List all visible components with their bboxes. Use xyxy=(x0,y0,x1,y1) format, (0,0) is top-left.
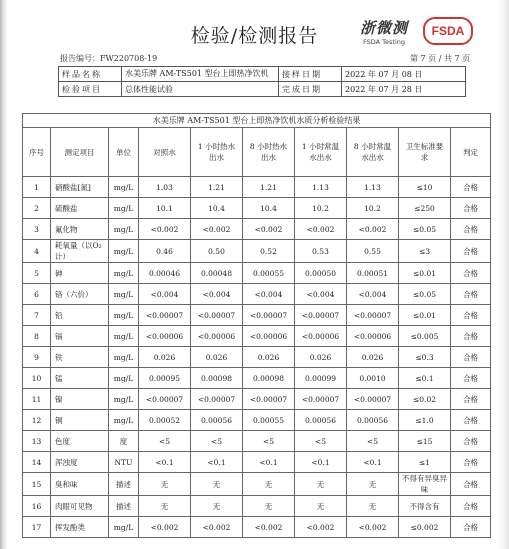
table-cell: 13 xyxy=(23,431,51,452)
sample-info-table xyxy=(58,66,466,97)
table-cell: 合格 xyxy=(451,284,491,305)
table-cell: 描述 xyxy=(109,473,139,496)
table-cell: 无 xyxy=(243,496,295,517)
table-cell: 无 xyxy=(347,496,399,517)
table-cell: <0.002 xyxy=(139,219,191,240)
info-row xyxy=(59,82,466,97)
table-cell: <0.002 xyxy=(347,219,399,240)
column-header: 8 小时热水出水 xyxy=(243,128,295,177)
table-cell: 14 xyxy=(23,452,51,473)
header-row xyxy=(23,128,491,177)
table-cell: 0.52 xyxy=(243,240,295,263)
table-cell: ≤0.1 xyxy=(399,368,451,389)
table-cell: 合格 xyxy=(451,240,491,263)
table-cell: 0.0010 xyxy=(347,368,399,389)
table-cell: mg/L xyxy=(109,389,139,410)
table-row xyxy=(23,347,491,368)
company-logo xyxy=(349,17,419,46)
table-row xyxy=(23,326,491,347)
table-row xyxy=(23,177,491,198)
table-row xyxy=(23,219,491,240)
column-header: 单位 xyxy=(109,128,139,177)
table-cell: mg/L xyxy=(109,198,139,219)
table-cell: ≤15 xyxy=(399,431,451,452)
table-cell: ≤0.01 xyxy=(399,263,451,284)
table-cell: 0.026 xyxy=(243,347,295,368)
table-cell: ≤1 xyxy=(399,452,451,473)
table-cell: ≤0.02 xyxy=(399,389,451,410)
table-cell: 氟化物 xyxy=(51,219,109,240)
table-cell: 硫酸盐 xyxy=(51,198,109,219)
table-cell: 0.55 xyxy=(347,240,399,263)
table-cell: mg/L xyxy=(109,517,139,538)
receive-label: 接样日期 xyxy=(279,67,342,82)
table-cell: <0.00007 xyxy=(243,305,295,326)
table-cell: <0.00006 xyxy=(347,326,399,347)
table-cell: 0.50 xyxy=(191,240,243,263)
table-cell: 无 xyxy=(243,473,295,496)
table-cell: 合格 xyxy=(451,452,491,473)
table-cell: 铬（六价） xyxy=(51,284,109,305)
table-cell: 浑浊度 xyxy=(51,452,109,473)
table-cell: 16 xyxy=(23,496,51,517)
table-cell: 度 xyxy=(109,431,139,452)
table-cell: <0.004 xyxy=(295,284,347,305)
table-row xyxy=(23,198,491,219)
table-cell: <0.00007 xyxy=(243,389,295,410)
table-cell: 1.13 xyxy=(347,177,399,198)
table-cell: mg/L xyxy=(109,326,139,347)
column-header: 1 小时热水出水 xyxy=(191,128,243,177)
table-cell: 合格 xyxy=(451,517,491,538)
table-cell: ≤10 xyxy=(399,177,451,198)
table-cell: 无 xyxy=(139,496,191,517)
table-cell: 0.00056 xyxy=(191,410,243,431)
table-cell: 合格 xyxy=(451,389,491,410)
table-cell: 铜 xyxy=(51,410,109,431)
report-title: 检验/检测报告 xyxy=(190,25,319,47)
table-cell: ≤250 xyxy=(399,198,451,219)
table-cell: 3 xyxy=(23,219,51,240)
table-cell: 0.026 xyxy=(191,347,243,368)
column-header: 判定 xyxy=(451,128,491,177)
table-cell: mg/L xyxy=(109,177,139,198)
table-body xyxy=(23,177,491,538)
table-cell: 0.00051 xyxy=(347,263,399,284)
table-cell: 0.00098 xyxy=(191,368,243,389)
table-cell: <0.1 xyxy=(295,452,347,473)
table-cell: <0.00007 xyxy=(347,389,399,410)
column-header: 序号 xyxy=(23,128,51,177)
table-cell: 0.00098 xyxy=(243,368,295,389)
receive-value: 2022 年 07 月 08 日 xyxy=(342,67,466,82)
table-cell: <0.1 xyxy=(243,452,295,473)
table-cell: <5 xyxy=(191,431,243,452)
table-row xyxy=(23,473,491,496)
table-cell: 1.21 xyxy=(191,177,243,198)
table-cell: <0.002 xyxy=(347,517,399,538)
table-cell: <0.002 xyxy=(243,219,295,240)
table-cell: 臭和味 xyxy=(51,473,109,496)
table-cell: 0.026 xyxy=(347,347,399,368)
table-cell: 耗氧量（以O₂ 计） xyxy=(51,240,109,263)
table-cell: ≤0.002 xyxy=(399,517,451,538)
table-cell: <0.00007 xyxy=(295,305,347,326)
table-cell: <0.002 xyxy=(295,517,347,538)
table-cell: 10.1 xyxy=(139,198,191,219)
table-cell: 0.026 xyxy=(295,347,347,368)
sample-label: 样品名称 xyxy=(59,67,122,82)
table-cell: <0.00007 xyxy=(139,305,191,326)
fsda-badge: FSDA xyxy=(423,17,473,45)
table-cell: 不得有异臭异味 xyxy=(399,473,451,496)
table-cell: ≤0.01 xyxy=(399,305,451,326)
table-cell: <0.002 xyxy=(139,517,191,538)
table-cell: <0.00006 xyxy=(295,326,347,347)
table-cell: mg/L xyxy=(109,305,139,326)
table-cell: mg/L xyxy=(109,410,139,431)
table-cell: 2 xyxy=(23,198,51,219)
table-cell: 0.00048 xyxy=(191,263,243,284)
table-cell: <5 xyxy=(295,431,347,452)
table-cell: 锰 xyxy=(51,368,109,389)
table-row xyxy=(23,284,491,305)
table-cell: 0.00055 xyxy=(243,410,295,431)
table-cell: <0.002 xyxy=(295,219,347,240)
table-cell: ≤3 xyxy=(399,240,451,263)
table-cell: <0.002 xyxy=(191,219,243,240)
table-cell: 合格 xyxy=(451,263,491,284)
table-row xyxy=(23,368,491,389)
table-row xyxy=(23,452,491,473)
table-cell: 0.46 xyxy=(139,240,191,263)
page-info: 第 7 页 / 共 7 页 xyxy=(410,54,471,63)
table-cell: 11 xyxy=(23,389,51,410)
table-row xyxy=(23,496,491,517)
sample-value: 水美乐牌 AM-TS501 型台上即热净饮机 xyxy=(122,67,279,82)
table-row xyxy=(23,305,491,326)
table-cell: ≤0.3 xyxy=(399,347,451,368)
table-cell: <0.00007 xyxy=(191,305,243,326)
table-cell: mg/L xyxy=(109,284,139,305)
table-cell: mg/L xyxy=(109,368,139,389)
table-cell: 1 xyxy=(23,177,51,198)
table-cell: 合格 xyxy=(451,410,491,431)
table-cell: <0.004 xyxy=(243,284,295,305)
table-cell: 12 xyxy=(23,410,51,431)
table-cell: 无 xyxy=(191,473,243,496)
table-cell: 铅 xyxy=(51,305,109,326)
table-cell: 合格 xyxy=(451,305,491,326)
table-cell: 合格 xyxy=(451,219,491,240)
table-caption: 水美乐牌 AM-TS501 型台上即热净饮机水质分析检验结果 xyxy=(23,114,491,128)
table-cell: <5 xyxy=(243,431,295,452)
table-cell: 10.4 xyxy=(191,198,243,219)
table-cell: <0.1 xyxy=(139,452,191,473)
table-cell: 合格 xyxy=(451,473,491,496)
table-cell: 合格 xyxy=(451,177,491,198)
table-cell: <5 xyxy=(139,431,191,452)
table-cell: 1.03 xyxy=(139,177,191,198)
table-cell: <0.00007 xyxy=(295,389,347,410)
table-cell: 10.4 xyxy=(243,198,295,219)
table-cell: 0.00095 xyxy=(139,368,191,389)
table-cell: 肉眼可见物 xyxy=(51,496,109,517)
table-cell: ≤0.05 xyxy=(399,284,451,305)
table-cell: <0.00006 xyxy=(191,326,243,347)
table-row xyxy=(23,389,491,410)
table-cell: 合格 xyxy=(451,368,491,389)
table-cell: 1.13 xyxy=(295,177,347,198)
table-cell: 合格 xyxy=(451,431,491,452)
table-cell: 无 xyxy=(191,496,243,517)
table-cell: 0.00046 xyxy=(139,263,191,284)
table-cell: 挥发酚类 xyxy=(51,517,109,538)
table-cell: 合格 xyxy=(451,496,491,517)
table-cell: <0.002 xyxy=(243,517,295,538)
logo-chinese: 浙微测 xyxy=(359,19,408,37)
table-cell: 1.21 xyxy=(243,177,295,198)
scan-shadow xyxy=(498,0,509,549)
table-cell: 合格 xyxy=(451,326,491,347)
table-cell: <0.004 xyxy=(139,284,191,305)
table-cell: <0.004 xyxy=(191,284,243,305)
table-cell: 0.00052 xyxy=(139,410,191,431)
table-cell: 10.2 xyxy=(295,198,347,219)
table-cell: 描述 xyxy=(109,496,139,517)
table-cell: 0.026 xyxy=(139,347,191,368)
table-cell: 无 xyxy=(139,473,191,496)
table-cell: 色度 xyxy=(51,431,109,452)
table-row xyxy=(23,517,491,538)
table-row xyxy=(23,431,491,452)
table-cell: 0.00050 xyxy=(295,263,347,284)
table-cell: mg/L xyxy=(109,347,139,368)
report-number: 报告编号：FW220708-19 xyxy=(60,54,158,63)
table-cell: ≤0.005 xyxy=(399,326,451,347)
complete-value: 2022 年 07 月 28 日 xyxy=(342,82,466,97)
item-label: 检验项目 xyxy=(59,82,122,97)
logo-english: FSDA Testing xyxy=(362,38,405,46)
column-header: 测定项目 xyxy=(51,128,109,177)
table-cell: 0.00099 xyxy=(295,368,347,389)
table-cell: <5 xyxy=(347,431,399,452)
table-cell: 7 xyxy=(23,305,51,326)
results-table xyxy=(22,113,491,538)
table-cell: 9 xyxy=(23,347,51,368)
table-cell: <0.1 xyxy=(347,452,399,473)
table-cell: 砷 xyxy=(51,263,109,284)
table-cell: mg/L xyxy=(109,240,139,263)
table-cell: <0.00007 xyxy=(347,305,399,326)
table-cell: 镍 xyxy=(51,389,109,410)
table-cell: 合格 xyxy=(451,198,491,219)
table-cell: <0.00007 xyxy=(139,389,191,410)
table-cell: <0.004 xyxy=(347,284,399,305)
table-cell: <0.002 xyxy=(191,517,243,538)
table-cell: 10 xyxy=(23,368,51,389)
table-cell: 17 xyxy=(23,517,51,538)
table-cell: 硝酸盐[氮] xyxy=(51,177,109,198)
table-cell: 0.53 xyxy=(295,240,347,263)
table-cell: 0.00056 xyxy=(295,410,347,431)
table-cell: <0.00007 xyxy=(191,389,243,410)
table-cell: ≤1.0 xyxy=(399,410,451,431)
table-cell: 10.2 xyxy=(347,198,399,219)
complete-label: 完成日期 xyxy=(279,82,342,97)
table-cell: 合格 xyxy=(451,347,491,368)
table-cell: 6 xyxy=(23,284,51,305)
table-cell: 无 xyxy=(295,473,347,496)
table-cell: 镉 xyxy=(51,326,109,347)
table-cell: ≤0.05 xyxy=(399,219,451,240)
table-cell: mg/L xyxy=(109,219,139,240)
table-cell: 15 xyxy=(23,473,51,496)
table-cell: 5 xyxy=(23,263,51,284)
table-cell: 不得含有 xyxy=(399,496,451,517)
column-header: 1 小时常温水出水 xyxy=(295,128,347,177)
table-row xyxy=(23,410,491,431)
table-cell: mg/L xyxy=(109,263,139,284)
column-header: 8 小时常温水出水 xyxy=(347,128,399,177)
table-cell: <0.00006 xyxy=(243,326,295,347)
column-header: 卫生标准要求 xyxy=(399,128,451,177)
table-cell: 0.00055 xyxy=(243,263,295,284)
table-cell: NTU xyxy=(109,452,139,473)
table-cell: 4 xyxy=(23,240,51,263)
table-cell: 0.00056 xyxy=(347,410,399,431)
table-row xyxy=(23,240,491,263)
scan-edge xyxy=(0,0,8,549)
info-row xyxy=(59,67,466,82)
column-header: 对照水 xyxy=(139,128,191,177)
table-cell: 无 xyxy=(295,496,347,517)
table-row xyxy=(23,263,491,284)
table-cell: 8 xyxy=(23,326,51,347)
table-cell: <0.1 xyxy=(191,452,243,473)
table-cell: 铁 xyxy=(51,347,109,368)
table-cell: <0.00006 xyxy=(139,326,191,347)
item-value: 总体性能试验 xyxy=(122,82,279,97)
table-cell: 无 xyxy=(347,473,399,496)
